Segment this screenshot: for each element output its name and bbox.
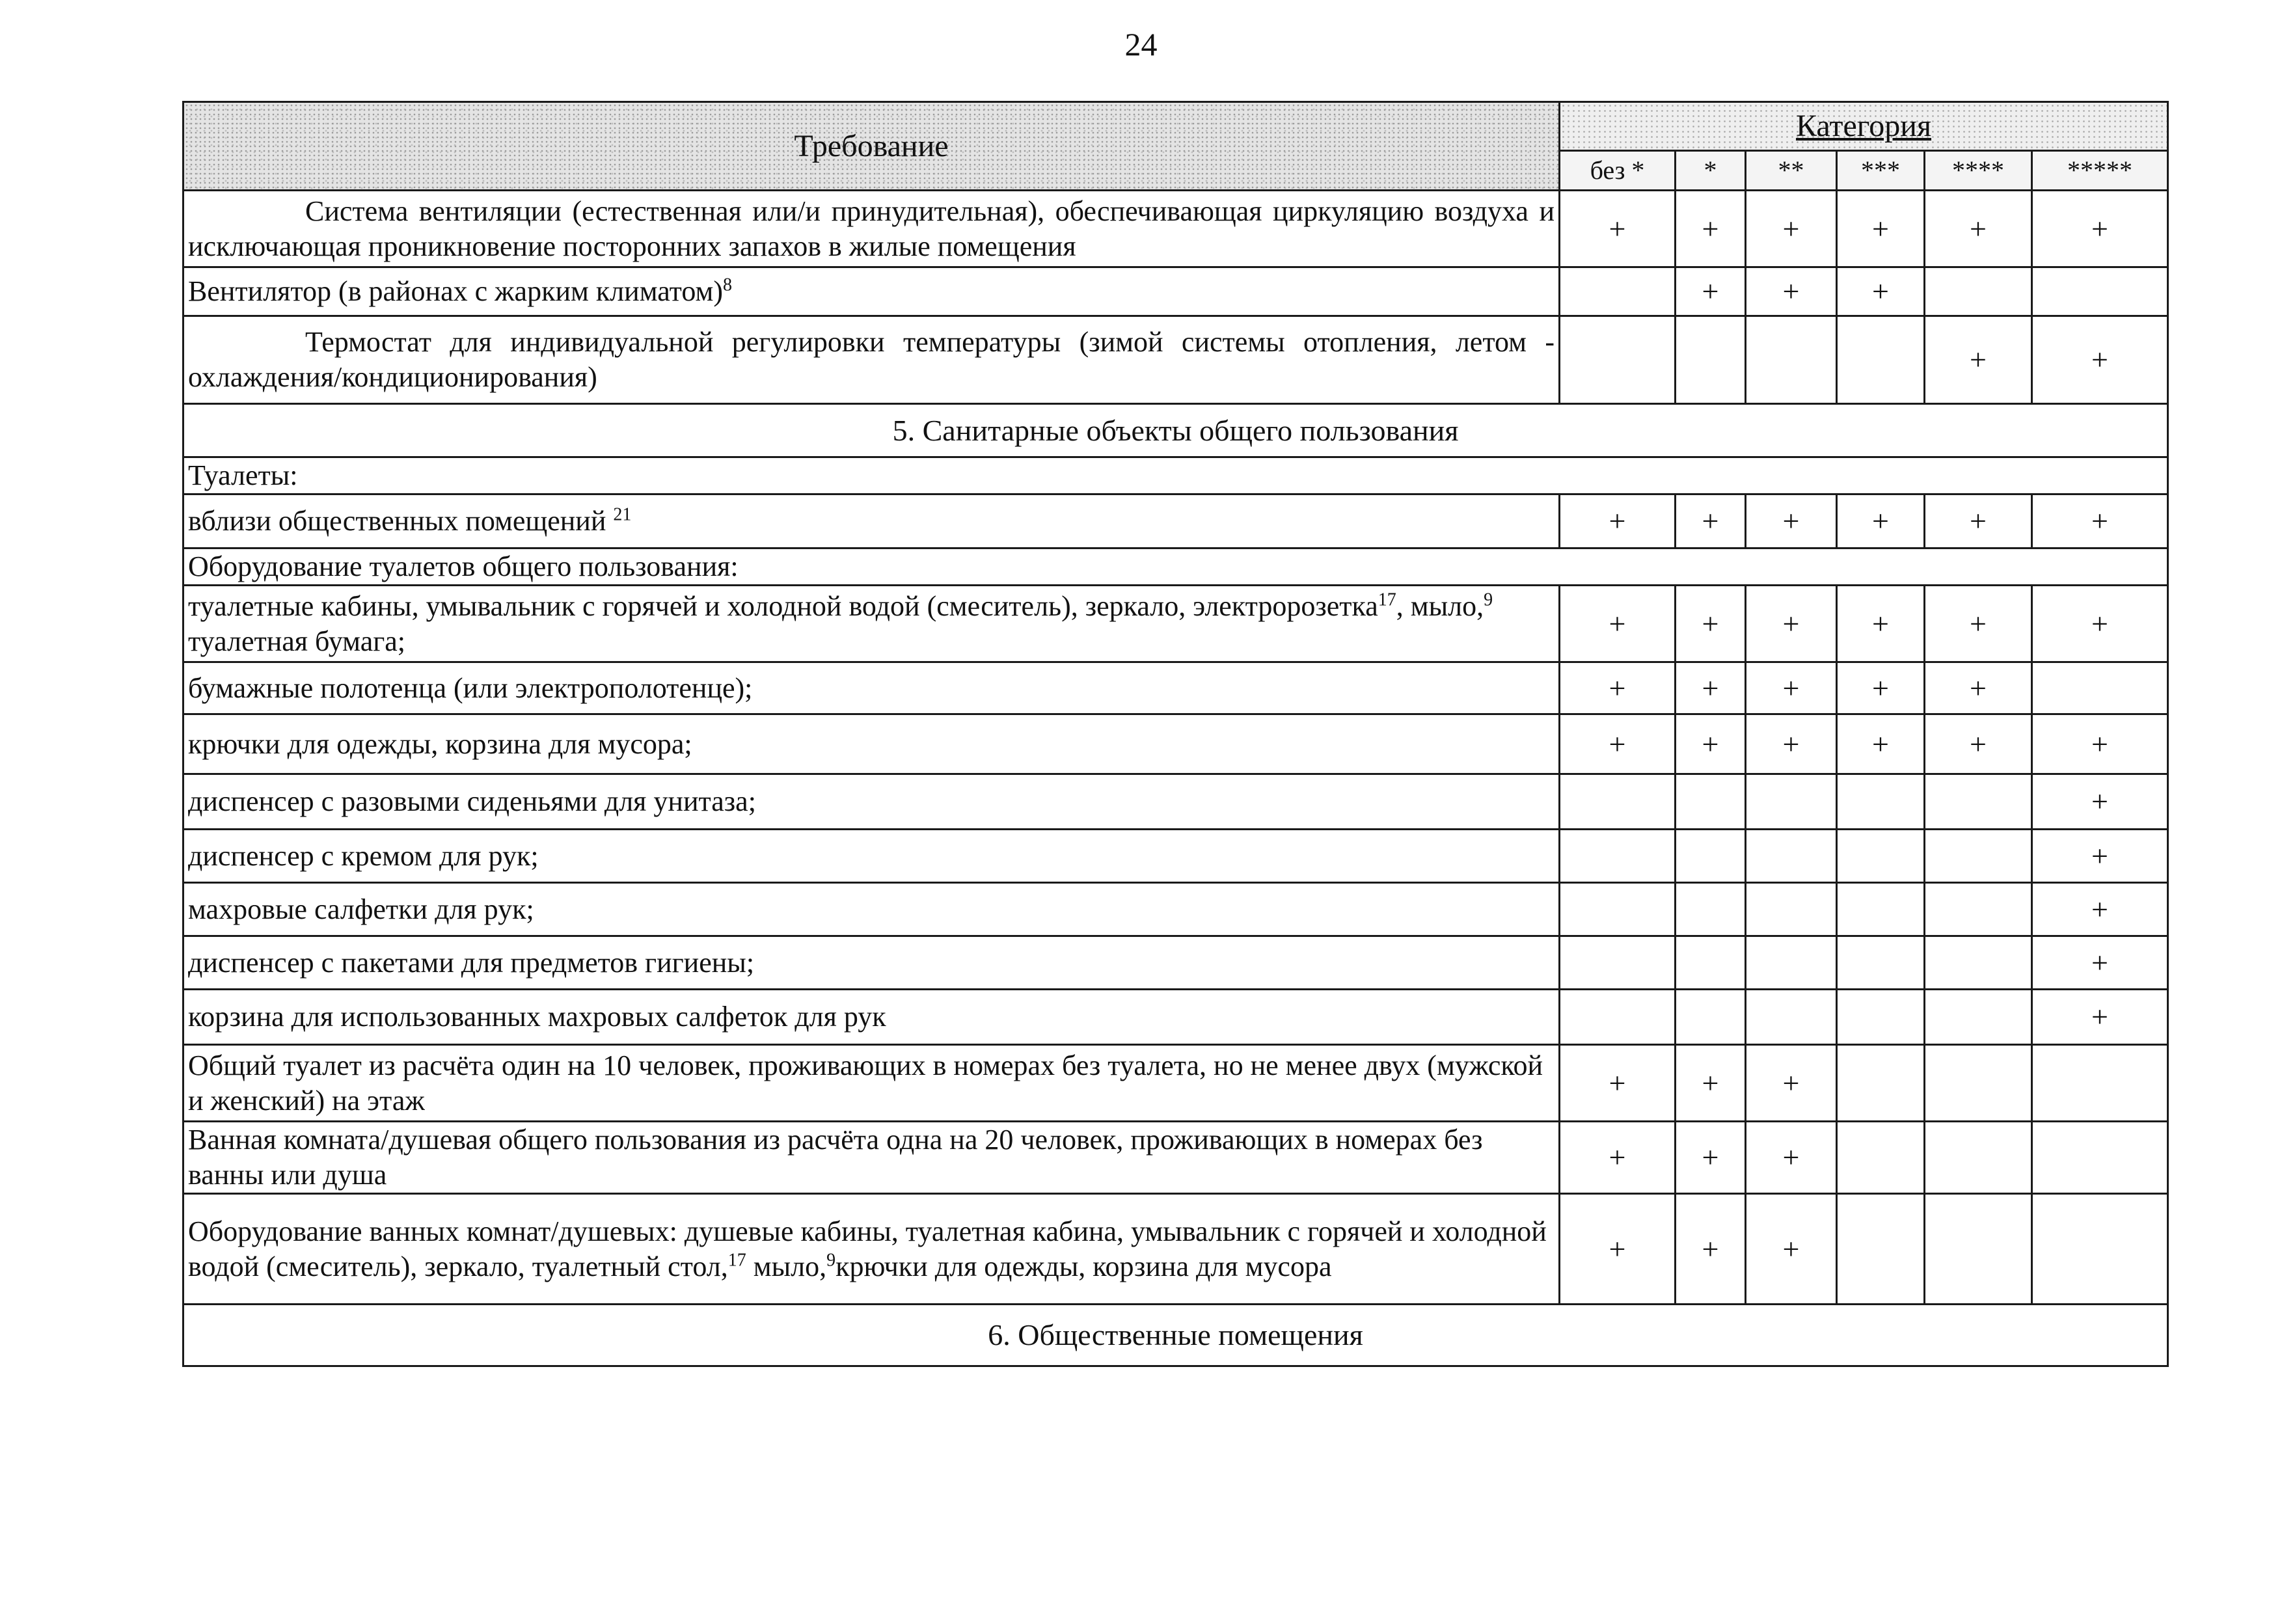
section-row [183,1305,2168,1366]
category-mark-3 [1837,936,1925,990]
category-mark-0 [1560,316,1676,404]
category-header: Категория [1560,102,2168,151]
requirement-text-part: Вентилятор (в районах с жарким климатом) [188,275,723,307]
group-label: Оборудование туалетов общего пользования: [183,548,2168,586]
category-mark-3: + [1837,662,1925,714]
requirement-text-part: мыло, [746,1250,827,1282]
page-number: 24 [1124,26,1158,62]
category-mark-5: + [2032,830,2168,883]
category-mark-5: + [2032,191,2168,267]
footnote-ref: 21 [613,504,632,525]
category-mark-5 [2032,1194,2168,1305]
category-mark-0: + [1560,1122,1676,1194]
category-column-1: * [1676,151,1746,191]
category-mark-0: + [1560,1194,1676,1305]
table-row [183,191,2168,267]
category-mark-3: + [1837,191,1925,267]
category-mark-3: + [1837,714,1925,774]
group-label-row [183,457,2168,494]
table-row [183,1194,2168,1305]
category-mark-1 [1676,936,1746,990]
category-mark-0 [1560,774,1676,830]
category-mark-2: + [1746,1045,1837,1122]
category-mark-2: + [1746,586,1837,662]
category-mark-1: + [1676,1122,1746,1194]
requirement-text-part: вблизи общественных помещений [188,505,614,537]
category-column-5: ***** [2032,151,2168,191]
section-title: 6. Общественные помещения [183,1305,2168,1366]
category-mark-4 [1925,936,2032,990]
category-mark-4 [1925,1045,2032,1122]
requirement-text-part: Система вентиляции (естественная или/и принудительная), обеспечивающая циркуляцию воздуха и исключающая проникновение посторонних запахов в жилые помещения [188,195,1555,262]
category-mark-4 [1925,990,2032,1045]
category-mark-4: + [1925,316,2032,404]
requirement-text [183,714,1560,774]
category-mark-0: + [1560,191,1676,267]
requirement-text-part: Оборудование ванных комнат/душевых: душевые кабины, туалетная кабина, умывальник с горячей и холодной водой (смеситель), зеркало, туалетный стол, [188,1215,1547,1282]
category-mark-0 [1560,883,1676,936]
requirement-text [183,586,1560,662]
category-mark-0 [1560,267,1676,316]
table-row [183,267,2168,316]
requirement-text-part: туалетные кабины, умывальник с горячей и холодной водой (смеситель), зеркало, электророзетка [188,589,1378,622]
group-label: Туалеты: [183,457,2168,494]
requirement-text-part: корзина для использованных махровых салфеток для рук [188,1001,886,1033]
footnote-ref: 9 [826,1249,836,1270]
table-row [183,714,2168,774]
category-mark-3 [1837,883,1925,936]
footnote-ref: 9 [1484,589,1493,610]
table-row [183,586,2168,662]
category-mark-5: + [2032,774,2168,830]
category-mark-5: + [2032,936,2168,990]
category-mark-5: + [2032,883,2168,936]
category-mark-2 [1746,830,1837,883]
table-row [183,1122,2168,1194]
category-mark-1 [1676,830,1746,883]
category-mark-1 [1676,990,1746,1045]
requirement-text-part: Термостат для индивидуальной регулировки температуры (зимой системы отопления, летом - охлаждения/кондиционирования) [188,326,1555,393]
section-row [183,404,2168,457]
category-mark-4 [1925,883,2032,936]
category-mark-1: + [1676,1045,1746,1122]
category-mark-4 [1925,1194,2032,1305]
table-row [183,662,2168,714]
requirement-text-part: Ванная комната/душевая общего пользования из расчёта одна на 20 человек, проживающих в номерах без ванны или душа [188,1124,1483,1191]
category-mark-5: + [2032,714,2168,774]
category-mark-5: + [2032,990,2168,1045]
category-mark-4 [1925,774,2032,830]
category-mark-1 [1676,774,1746,830]
category-mark-3 [1837,774,1925,830]
requirement-text [183,1194,1560,1305]
category-mark-0: + [1560,586,1676,662]
category-mark-3 [1837,1194,1925,1305]
table-row [183,774,2168,830]
requirement-text-part: туалетная бумага; [188,625,406,657]
category-mark-1: + [1676,714,1746,774]
requirement-text [183,267,1560,316]
requirement-text-part: диспенсер с кремом для рук; [188,839,539,872]
category-mark-2: + [1746,714,1837,774]
requirement-header: Требование [183,102,1560,191]
category-mark-4 [1925,267,2032,316]
category-mark-4: + [1925,494,2032,548]
category-mark-4: + [1925,662,2032,714]
section-title: 5. Санитарные объекты общего пользования [183,404,2168,457]
category-mark-1 [1676,883,1746,936]
category-mark-4: + [1925,191,2032,267]
category-mark-0: + [1560,714,1676,774]
requirement-text [183,936,1560,990]
category-mark-2 [1746,316,1837,404]
table-body [183,191,2168,1366]
category-column-2: ** [1746,151,1837,191]
requirement-text-part: крючки для одежды, корзина для мусора [835,1250,1332,1282]
category-mark-4 [1925,1122,2032,1194]
requirement-text [183,316,1560,404]
category-mark-3: + [1837,586,1925,662]
table-row [183,883,2168,936]
category-mark-2 [1746,883,1837,936]
requirement-text [183,1122,1560,1194]
category-mark-0: + [1560,1045,1676,1122]
requirement-text [183,883,1560,936]
category-mark-5 [2032,1045,2168,1122]
category-mark-0 [1560,936,1676,990]
category-mark-0 [1560,830,1676,883]
category-mark-1 [1676,316,1746,404]
category-mark-4: + [1925,714,2032,774]
category-mark-3: + [1837,494,1925,548]
table-row [183,830,2168,883]
category-mark-3 [1837,1122,1925,1194]
table-row [183,1045,2168,1122]
category-mark-5 [2032,662,2168,714]
requirement-text-part: махровые салфетки для рук; [188,893,534,925]
requirements-table [182,101,2169,1367]
requirement-text-part: крючки для одежды, корзина для мусора; [188,727,692,760]
requirement-text [183,990,1560,1045]
category-mark-1: + [1676,494,1746,548]
requirement-text [183,191,1560,267]
category-mark-4: + [1925,586,2032,662]
category-mark-5: + [2032,494,2168,548]
category-mark-2: + [1746,267,1837,316]
group-label-row [183,548,2168,586]
category-mark-5: + [2032,316,2168,404]
category-mark-2: + [1746,1122,1837,1194]
category-mark-0 [1560,990,1676,1045]
table-header [183,102,2168,191]
requirement-text-part: диспенсер с разовыми сиденьями для унитаза; [188,785,756,817]
category-mark-3 [1837,830,1925,883]
category-mark-3: + [1837,267,1925,316]
category-mark-3 [1837,990,1925,1045]
category-mark-3 [1837,316,1925,404]
category-mark-1: + [1676,267,1746,316]
requirement-text-part: , мыло, [1396,589,1484,622]
requirement-text [183,494,1560,548]
requirement-text-part: Общий туалет из расчёта один на 10 человек, проживающих в номерах без туалета, но не менее двух (мужской и женский) на этаж [188,1049,1543,1116]
table-row [183,990,2168,1045]
category-mark-2: + [1746,1194,1837,1305]
category-mark-1: + [1676,586,1746,662]
category-mark-0: + [1560,662,1676,714]
requirement-text-part: бумажные полотенца (или электрополотенце); [188,671,753,704]
table-row [183,494,2168,548]
category-mark-0: + [1560,494,1676,548]
requirement-text [183,662,1560,714]
category-mark-1: + [1676,1194,1746,1305]
category-mark-1: + [1676,191,1746,267]
requirement-text-part: диспенсер с пакетами для предметов гигиены; [188,946,755,979]
category-column-0: без * [1560,151,1676,191]
category-mark-3 [1837,1045,1925,1122]
table-row [183,316,2168,404]
requirement-text [183,774,1560,830]
footnote-ref: 17 [1378,589,1396,610]
category-mark-2 [1746,990,1837,1045]
category-column-4: **** [1925,151,2032,191]
category-column-3: *** [1837,151,1925,191]
category-mark-2: + [1746,191,1837,267]
requirement-text [183,830,1560,883]
category-mark-1: + [1676,662,1746,714]
requirement-text [183,1045,1560,1122]
category-mark-2 [1746,774,1837,830]
category-mark-5 [2032,267,2168,316]
footnote-ref: 17 [727,1249,746,1270]
table-row [183,936,2168,990]
category-mark-2 [1746,936,1837,990]
category-mark-5 [2032,1122,2168,1194]
category-mark-2: + [1746,662,1837,714]
footnote-ref: 8 [722,275,732,295]
category-mark-5: + [2032,586,2168,662]
category-mark-4 [1925,830,2032,883]
category-mark-2: + [1746,494,1837,548]
